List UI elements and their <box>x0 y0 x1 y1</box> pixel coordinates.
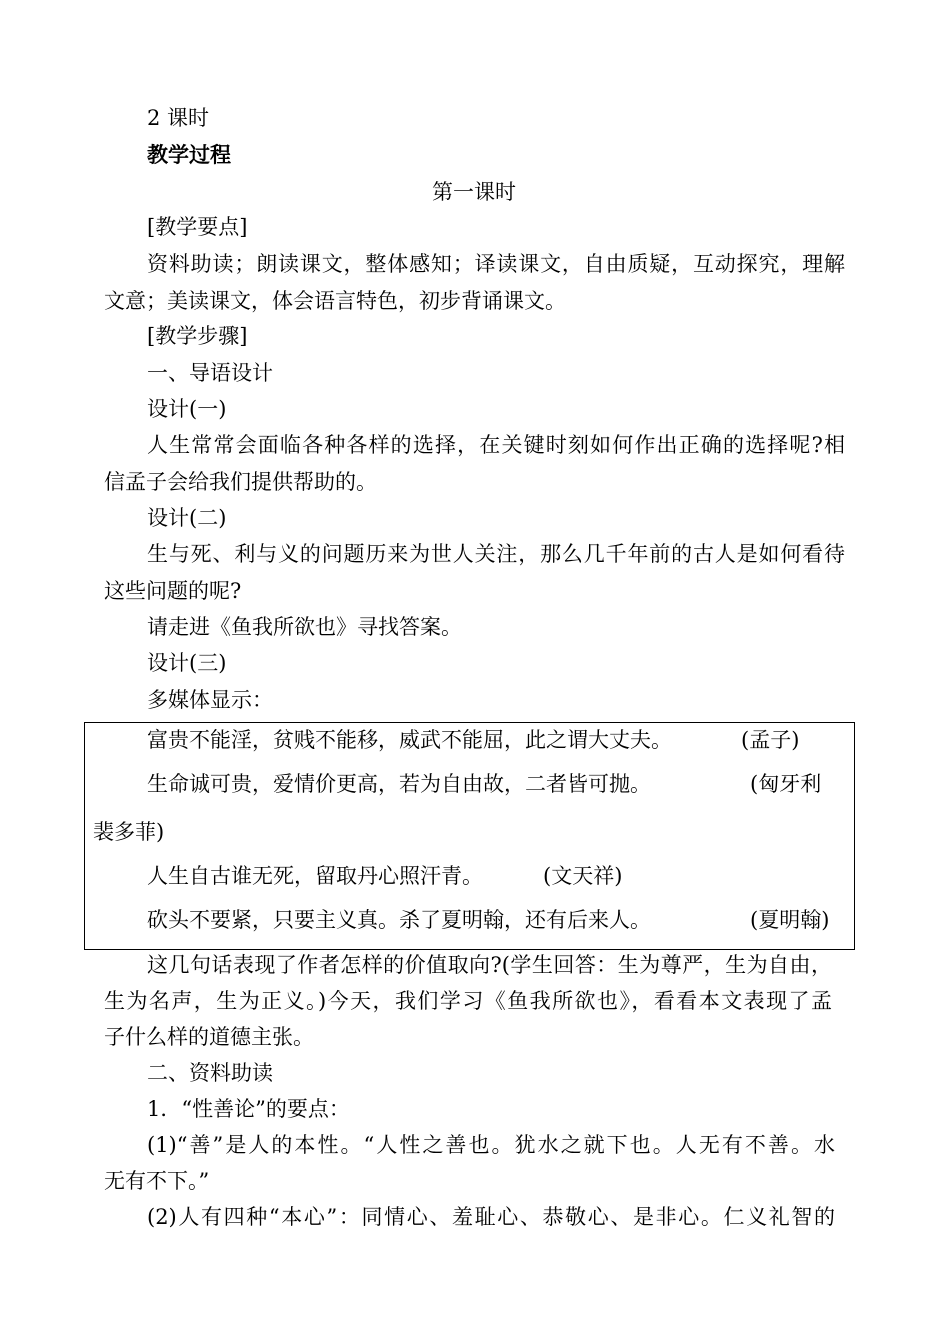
item-1a-line-2: 无有不下。” <box>104 1169 210 1193</box>
key-points-line-1: 资料助读；朗读课文，整体感知；译读课文，自由质疑，互动探究，理解 <box>147 252 845 276</box>
design-3-label: 设计(三) <box>147 651 227 675</box>
design-1-line-2: 信孟子会给我们提供帮助的。 <box>104 470 377 494</box>
design-2-line-3: 请走进《鱼我所欲也》寻找答案。 <box>147 615 462 639</box>
quote-4-author: (夏明翰) <box>750 908 830 932</box>
quote-4-text: 砍头不要紧，只要主义真。杀了夏明翰，还有后来人。 <box>147 908 651 932</box>
item-1b-line-1: (2)人有四种“本心”：同情心、羞耻心、恭敬心、是非心。仁义礼智的 <box>147 1205 835 1229</box>
key-points-line-2: 文意；美读课文，体会语言特色，初步背诵课文。 <box>104 289 566 313</box>
section-1-heading: 一、导语设计 <box>147 361 273 385</box>
design-2-line-1: 生与死、利与义的问题历来为世人关注，那么几千年前的古人是如何看待 <box>147 542 845 566</box>
quote-3-text: 人生自古谁无死，留取丹心照汗青。 <box>147 864 483 888</box>
quote-2-text: 生命诚可贵，爱情价更高，若为自由故，二者皆可抛。 <box>147 772 651 796</box>
lesson-title: 第一课时 <box>432 180 516 204</box>
class-hours: 2 课时 <box>147 106 210 130</box>
design-2-label: 设计(二) <box>147 506 227 530</box>
multimedia-label: 多媒体显示： <box>147 688 273 712</box>
process-heading: 教学过程 <box>147 143 231 167</box>
item-1a-line-1: (1)“善”是人的本性。“人性之善也。犹水之就下也。人无有不善。水 <box>147 1133 835 1157</box>
steps-label: [教学步骤] <box>147 324 248 348</box>
after-box-line-1: 这几句话表现了作者怎样的价值取向?(学生回答：生为尊严，生为自由， <box>147 953 832 977</box>
quote-2-author: (匈牙利 <box>750 772 822 796</box>
item-1-heading: 1．“性善论”的要点： <box>147 1097 350 1121</box>
quote-2-author-cont: 裴多菲) <box>93 820 165 844</box>
quote-1-author: (孟子) <box>741 728 800 752</box>
quote-3-author: (文天祥) <box>543 864 623 888</box>
section-2-heading: 二、资料助读 <box>147 1061 273 1085</box>
design-1-label: 设计(一) <box>147 397 227 421</box>
after-box-line-3: 子什么样的道德主张。 <box>104 1025 314 1049</box>
quote-1-text: 富贵不能淫，贫贱不能移，威武不能屈，此之谓大丈夫。 <box>147 728 672 752</box>
after-box-line-2: 生为名声，生为正义。)今天，我们学习《鱼我所欲也》，看看本文表现了孟 <box>104 989 832 1013</box>
design-1-line-1: 人生常常会面临各种各样的选择，在关键时刻如何作出正确的选择呢?相 <box>147 433 845 457</box>
key-points-label: [教学要点] <box>147 215 248 239</box>
design-2-line-2: 这些问题的呢? <box>104 579 242 603</box>
